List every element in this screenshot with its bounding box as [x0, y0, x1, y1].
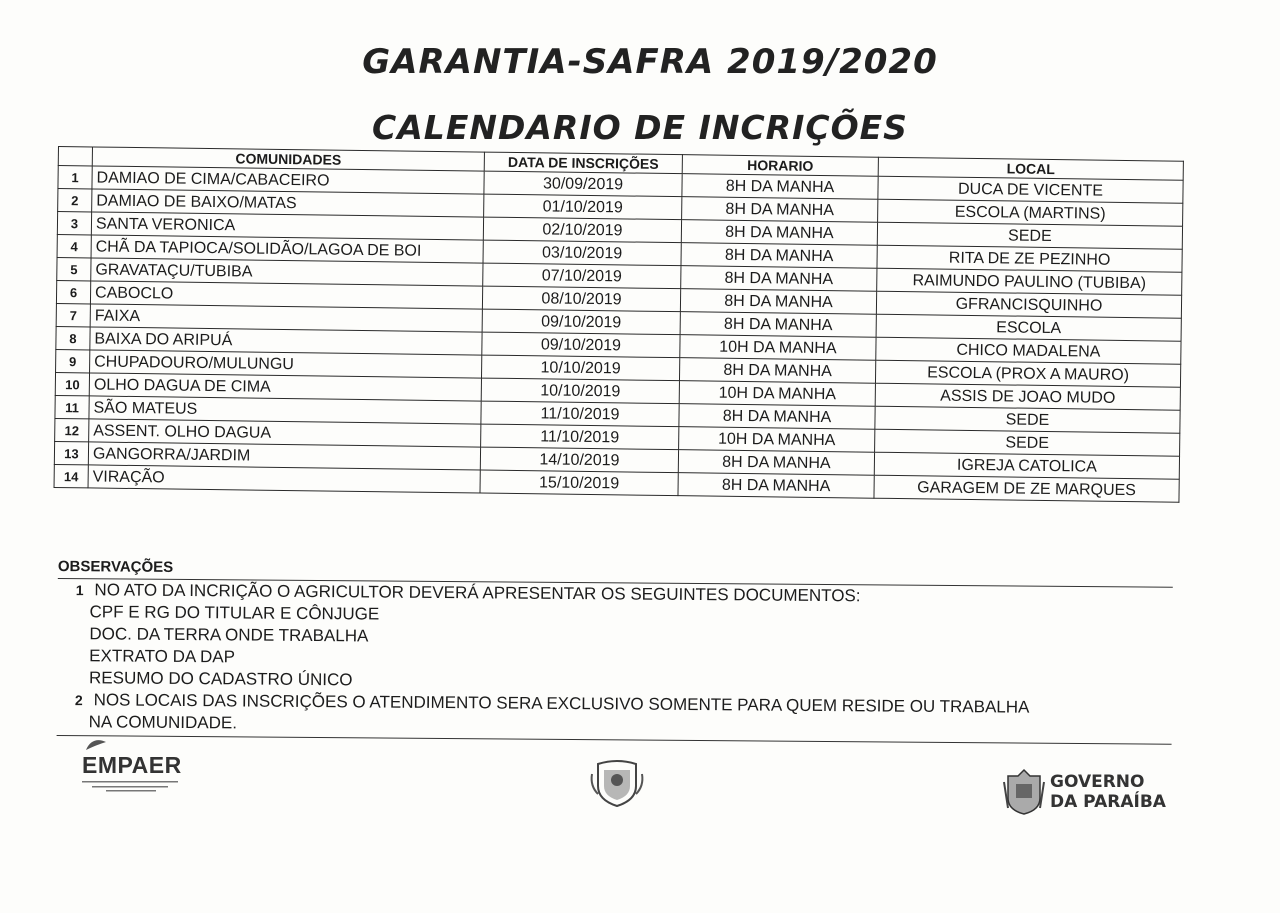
empaer-tagline-lines: [82, 779, 192, 795]
document-requirement: EXTRATO DA DAP: [89, 646, 236, 667]
governo-paraiba-logo: [1002, 768, 1166, 816]
observation-text-continued: NA COMUNIDADE.: [88, 712, 238, 733]
row-number: 6: [56, 280, 90, 303]
observation-text: NO ATO DA INCRIÇÃO O AGRICULTOR DEVERÁ APRESENTAR OS SEGUINTES DOCUMENTOS:: [94, 580, 861, 606]
row-horario: 8H DA MANHA: [678, 473, 874, 499]
row-comunidade: ASSENT. OLHO DAGUA: [89, 419, 481, 447]
row-number: 2: [58, 189, 92, 212]
gov-line-2: DA PARAÍBA: [1050, 792, 1166, 812]
row-local: ESCOLA (PROX A MAURO): [875, 360, 1180, 387]
row-local: SEDE: [875, 429, 1180, 456]
row-local: IGREJA CATOLICA: [874, 452, 1179, 479]
row-data: 01/10/2019: [484, 194, 682, 220]
row-comunidade: DAMIAO DE CIMA/CABACEIRO: [92, 166, 484, 194]
row-number: 9: [56, 349, 90, 372]
row-data: 08/10/2019: [482, 286, 680, 312]
empaer-leaf-icon: [84, 738, 108, 752]
row-data: 10/10/2019: [481, 355, 679, 381]
header-local: LOCAL: [878, 157, 1183, 180]
document-requirement: DOC. DA TERRA ONDE TRABALHA: [89, 624, 369, 646]
empaer-logo: [82, 738, 192, 795]
row-comunidade: CABOCLO: [90, 281, 482, 309]
observations-heading: OBSERVAÇÕES: [58, 556, 1173, 588]
row-local: ESCOLA (MARTINS): [878, 199, 1183, 226]
row-local: GARAGEM DE ZE MARQUES: [874, 475, 1179, 502]
row-number: 10: [55, 372, 89, 395]
observation-text: NOS LOCAIS DAS INSCRIÇÕES O ATENDIMENTO SERA EXCLUSIVO SOMENTE PARA QUEM RESIDE OU TRABALHA: [93, 690, 1030, 717]
observation-number: 1: [75, 582, 84, 599]
row-data: 11/10/2019: [481, 401, 679, 427]
document-title: GARANTIA-SAFRA 2019/2020: [362, 42, 938, 82]
row-data: 07/10/2019: [483, 263, 681, 289]
header-number: [58, 147, 92, 166]
observation-number: 2: [74, 692, 83, 709]
row-horario: 8H DA MANHA: [679, 358, 875, 384]
row-local: CHICO MADALENA: [876, 337, 1181, 364]
row-comunidade: SANTA VERONICA: [91, 212, 483, 240]
row-comunidade: DAMIAO DE BAIXO/MATAS: [92, 189, 484, 217]
governo-paraiba-text: [1050, 772, 1166, 812]
row-comunidade: CHÃ DA TAPIOCA/SOLIDÃO/LAGOA DE BOI: [91, 235, 483, 263]
row-horario: 10H DA MANHA: [679, 427, 875, 453]
paraiba-coat-of-arms-icon: [1002, 768, 1046, 816]
row-horario: 10H DA MANHA: [679, 381, 875, 407]
row-number: 12: [55, 418, 89, 441]
row-horario: 8H DA MANHA: [679, 404, 875, 430]
row-local: ASSIS DE JOAO MUDO: [875, 383, 1180, 410]
municipal-crest-icon: [588, 756, 646, 808]
row-horario: 8H DA MANHA: [682, 197, 878, 223]
row-comunidade: CHUPADOURO/MULUNGU: [90, 350, 482, 378]
document-requirement: RESUMO DO CADASTRO ÚNICO: [88, 668, 353, 690]
row-local: GFRANCISQUINHO: [876, 291, 1181, 318]
row-number: 8: [56, 326, 90, 349]
row-comunidade: BAIXA DO ARIPUÁ: [90, 327, 482, 355]
row-data: 15/10/2019: [480, 470, 678, 496]
row-number: 1: [58, 166, 92, 189]
document-requirement: CPF E RG DO TITULAR E CÔNJUGE: [89, 602, 380, 624]
row-comunidade: GANGORRA/JARDIM: [88, 442, 480, 470]
gov-line-1: GOVERNO: [1050, 772, 1145, 792]
row-horario: 10H DA MANHA: [680, 335, 876, 361]
row-data: 30/09/2019: [484, 171, 682, 197]
row-data: 02/10/2019: [483, 217, 681, 243]
schedule-table: [54, 146, 1184, 503]
header-horario: HORARIO: [682, 155, 878, 177]
row-horario: 8H DA MANHA: [680, 289, 876, 315]
empaer-wordmark: EMPAER: [82, 752, 182, 778]
row-data: 14/10/2019: [480, 447, 678, 473]
header-data: DATA DE INSCRIÇÕES: [484, 152, 682, 174]
row-number: 11: [55, 395, 89, 418]
row-data: 10/10/2019: [481, 378, 679, 404]
row-data: 11/10/2019: [481, 424, 679, 450]
row-data: 09/10/2019: [482, 309, 680, 335]
row-number: 14: [54, 464, 88, 487]
row-comunidade: OLHO DAGUA DE CIMA: [89, 373, 481, 401]
row-horario: 8H DA MANHA: [681, 266, 877, 292]
row-number: 4: [57, 234, 91, 257]
row-comunidade: GRAVATAÇU/TUBIBA: [91, 258, 483, 286]
row-number: 13: [54, 441, 88, 464]
row-local: RITA DE ZE PEZINHO: [877, 245, 1182, 272]
row-number: 5: [57, 257, 91, 280]
document-subtitle: CALENDARIO DE INCRIÇÕES: [372, 108, 908, 147]
row-horario: 8H DA MANHA: [681, 243, 877, 269]
row-horario: 8H DA MANHA: [682, 174, 878, 200]
row-horario: 8H DA MANHA: [681, 220, 877, 246]
row-number: 3: [57, 212, 91, 235]
observations-section: [57, 556, 1173, 745]
row-local: RAIMUNDO PAULINO (TUBIBA): [877, 268, 1182, 295]
row-local: DUCA DE VICENTE: [878, 176, 1183, 203]
header-comunidades: COMUNIDADES: [92, 147, 484, 171]
row-horario: 8H DA MANHA: [678, 450, 874, 476]
row-local: SEDE: [875, 406, 1180, 433]
row-horario: 8H DA MANHA: [680, 312, 876, 338]
row-data: 09/10/2019: [482, 332, 680, 358]
row-local: ESCOLA: [876, 314, 1181, 341]
row-local: SEDE: [877, 222, 1182, 249]
row-data: 03/10/2019: [483, 240, 681, 266]
row-comunidade: VIRAÇÃO: [88, 465, 480, 493]
row-number: 7: [56, 303, 90, 326]
row-comunidade: SÃO MATEUS: [89, 396, 481, 424]
row-comunidade: FAIXA: [90, 304, 482, 332]
